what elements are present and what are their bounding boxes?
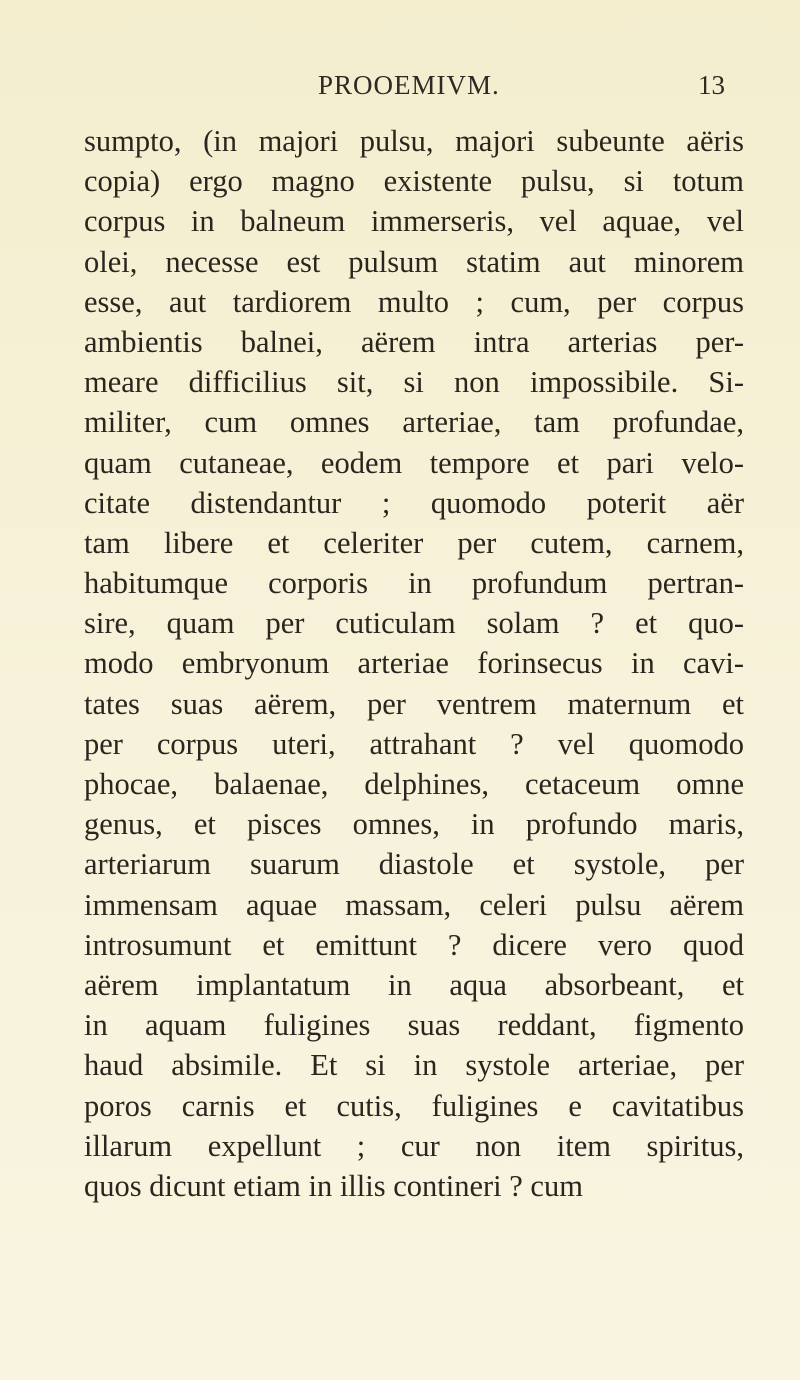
- body-text: [84, 121, 744, 1206]
- text-line: tates suas aërem, per ventrem maternum et: [84, 686, 744, 721]
- text-line: sumpto, (in majori pulsu, majori subeunte aëris: [84, 124, 744, 158]
- text-line: copia) ergo magno existente pulsu, si totum: [84, 164, 744, 199]
- text-line: corpus in balneum immerseris, vel aquae, vel: [84, 204, 744, 239]
- text-line: poros carnis et cutis, fuligines e cavitatibus: [84, 1088, 744, 1123]
- text-line: olei, necesse est pulsum statim aut minorem: [84, 244, 744, 279]
- text-line: introsumunt et emittunt ? dicere vero quod: [84, 927, 744, 962]
- text-line: haud absimile. Et si in systole arteriae, per: [84, 1048, 744, 1083]
- text-line: quam cutaneae, eodem tempore et pari velo-: [84, 445, 744, 480]
- text-line: modo embryonum arteriae forinsecus in cavi-: [84, 646, 744, 681]
- text-line: citate distendantur ; quomodo poterit aër: [84, 485, 744, 520]
- page-number: 13: [698, 70, 725, 100]
- text-line: aërem implantatum in aqua absorbeant, et: [84, 967, 744, 1002]
- text-line: esse, aut tardiorem multo ; cum, per corpus: [84, 284, 744, 319]
- running-head: [0, 70, 800, 110]
- text-line: quos dicunt etiam in illis contineri ? cum: [84, 1168, 583, 1203]
- text-line: tam libere et celeriter per cutem, carnem,: [84, 525, 744, 560]
- text-line: habitumque corporis in profundum pertran-: [84, 566, 744, 601]
- text-line: militer, cum omnes arteriae, tam profundae,: [84, 405, 744, 440]
- text-line: arteriarum suarum diastole et systole, per: [84, 847, 744, 882]
- text-line: meare difficilius sit, si non impossibile. Si-: [84, 365, 744, 400]
- text-line: immensam aquae massam, celeri pulsu aërem: [84, 887, 744, 922]
- text-line: ambientis balnei, aërem intra arterias per-: [84, 324, 744, 359]
- text-line: per corpus uteri, attrahant ? vel quomodo: [84, 726, 744, 761]
- text-line: phocae, balaenae, delphines, cetaceum omne: [84, 767, 744, 801]
- running-head-title: PROOEMIVM.: [318, 70, 500, 100]
- text-line: genus, et pisces omnes, in profundo maris,: [84, 807, 744, 842]
- text-line: sire, quam per cuticulam solam ? et quo-: [84, 606, 744, 641]
- text-line: in aquam fuligines suas reddant, figmento: [84, 1008, 744, 1043]
- text-line: illarum expellunt ; cur non item spiritus,: [84, 1128, 744, 1163]
